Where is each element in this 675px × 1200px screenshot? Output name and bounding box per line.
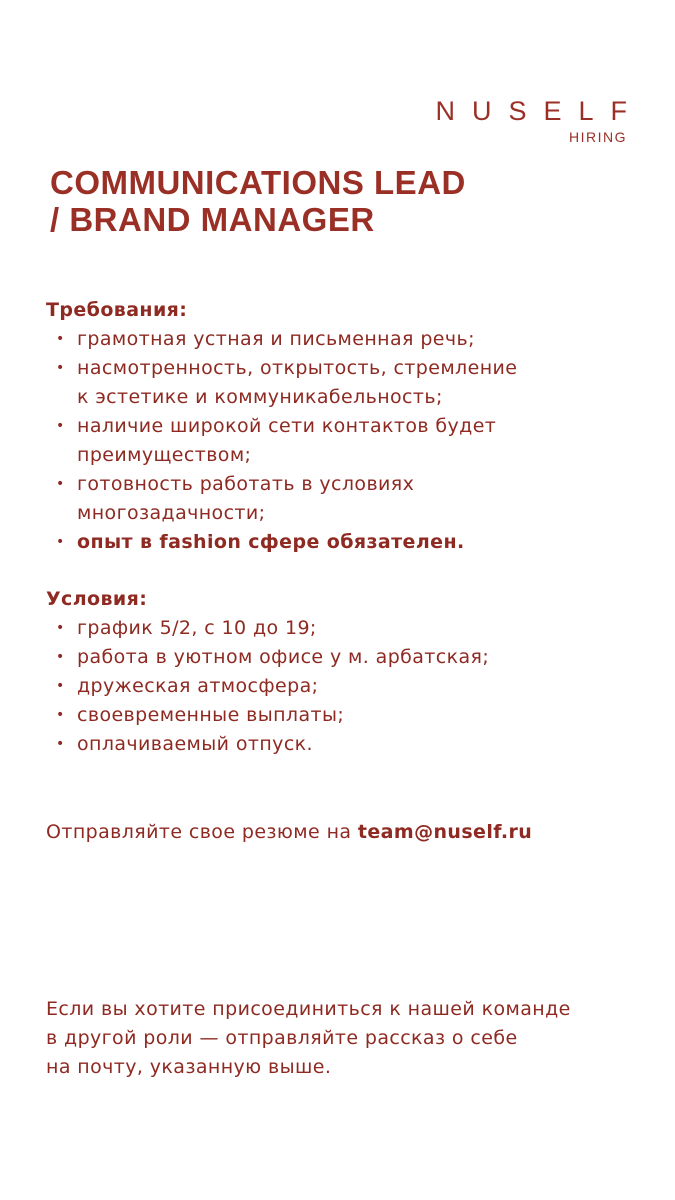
brand-subtitle: HIRING <box>569 129 627 145</box>
list-item-text: многозадачности; <box>77 502 266 524</box>
contact-line <box>46 818 532 847</box>
list-item <box>46 643 636 672</box>
list-item-text: оплачиваемый отпуск. <box>77 733 313 755</box>
list-item-text: готовность работать в условиях <box>77 473 415 495</box>
brand-name: NUSELF <box>435 96 644 126</box>
list-item <box>46 528 636 557</box>
list-item <box>46 325 636 354</box>
list-item <box>46 412 636 470</box>
bullet-icon: • <box>56 649 65 665</box>
list-item-text: насмотренность, открытость, стремление <box>77 357 518 379</box>
title-line-2: / BRAND MANAGER <box>50 201 375 238</box>
list-item <box>46 614 636 643</box>
footer-line-2: в другой роли — отправляйте рассказ о себе <box>46 1027 518 1049</box>
list-item-text: к эстетике и коммуникабельность; <box>77 386 443 408</box>
footer-note <box>46 995 646 1082</box>
conditions-list <box>46 614 636 759</box>
bullet-icon: • <box>56 707 65 723</box>
bullet-icon: • <box>56 476 65 492</box>
list-item-text: своевременные выплаты; <box>77 704 345 726</box>
list-item-text: график 5/2, с 10 до 19; <box>77 617 317 639</box>
list-item-text: работа в уютном офисе у м. арбатская; <box>77 646 490 668</box>
requirements-heading: Требования: <box>46 299 188 321</box>
contact-email: team@nuself.ru <box>357 821 533 843</box>
bullet-icon: • <box>56 331 65 347</box>
list-item-text: опыт в fashion сфере обязателен. <box>77 531 465 553</box>
list-item-text: наличие широкой сети контактов будет <box>77 415 497 437</box>
bullet-icon: • <box>56 418 65 434</box>
list-item <box>46 701 636 730</box>
page-title <box>50 164 650 238</box>
footer-line-1: Если вы хотите присоединиться к нашей команде <box>46 998 571 1020</box>
bullet-icon: • <box>56 736 65 752</box>
list-item <box>46 730 636 759</box>
list-item-text: грамотная устная и письменная речь; <box>77 328 475 350</box>
requirements-section <box>46 296 636 557</box>
footer-line-3: на почту, указанную выше. <box>46 1056 332 1078</box>
list-item-text: дружеская атмосфера; <box>77 675 319 697</box>
list-item-text: преимуществом; <box>77 444 252 466</box>
title-line-1: COMMUNICATIONS LEAD <box>50 164 466 201</box>
list-item <box>46 672 636 701</box>
contact-prefix: Отправляйте свое резюме на <box>46 821 358 843</box>
conditions-heading: Условия: <box>46 588 148 610</box>
list-item <box>46 470 636 528</box>
bullet-icon: • <box>56 534 65 550</box>
bullet-icon: • <box>56 620 65 636</box>
bullet-icon: • <box>56 678 65 694</box>
bullet-icon: • <box>56 360 65 376</box>
brand-logo <box>435 96 644 146</box>
conditions-section <box>46 585 636 759</box>
requirements-list <box>46 325 636 557</box>
list-item <box>46 354 636 412</box>
